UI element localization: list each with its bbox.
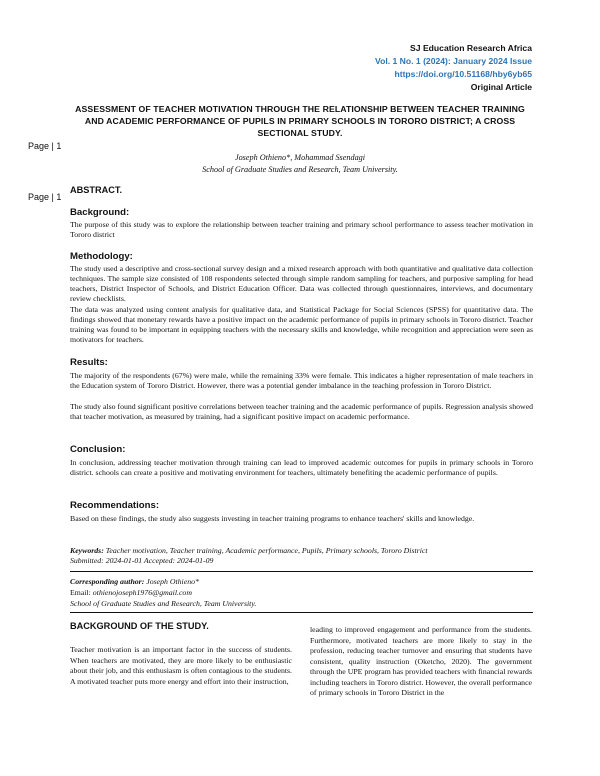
divider — [70, 612, 533, 613]
author-affiliation: School of Graduate Studies and Research, Team University. — [202, 165, 398, 174]
keywords-line — [70, 546, 428, 556]
corresponding-label: Corresponding author: — [70, 577, 145, 586]
journal-name: SJ Education Research Africa — [410, 43, 532, 53]
methodology-text-2: The data was analyzed using content analysis for qualitative data, and Statistical Package for Social Sciences (SPSS) for quantitative data. The findings showed that monetary rewards have a positive impact on the academic performance of pupils in primary schools in Tororo district. Teacher training was found to be important in equipping teachers with the necessary skills and knowledge, while recognition and appreciation were seen as motivators for teachers. — [70, 305, 533, 345]
email-label: Email: — [70, 588, 91, 597]
journal-header — [375, 42, 532, 94]
author-names: Joseph Othieno*, Mohammad Ssendagi — [234, 153, 366, 162]
corresponding-author-line — [70, 577, 199, 587]
corresponding-affiliation: School of Graduate Studies and Research, Team University. — [70, 599, 257, 608]
recommendations-text: Based on these findings, the study also suggests investing in teacher training programs to enhance teachers' skills and knowledge. — [70, 514, 475, 523]
results-text-2: The study also found significant positive correlations between teacher training and the academic performance of pupils. Regression analysis showed that teacher motivation, as measured by training, had a significant positive impact on academic performance. — [70, 402, 533, 422]
page-label: Page | 1 — [28, 192, 62, 202]
doi-link[interactable]: https://doi.org/10.51168/hby6yb65 — [394, 69, 532, 79]
results-text-1: The majority of the respondents (67%) were male, while the remaining 33% were female. This indicates a higher representation of male teachers in the Education system of Tororo District. However, there was a potential gender imbalance in the teaching profession in Tororo District. — [70, 371, 533, 391]
conclusion-heading: Conclusion: — [70, 444, 126, 455]
journal-volume: Vol. 1 No. 1 (2024): January 2024 Issue — [375, 56, 532, 66]
body-left-column: Teacher motivation is an important factor in the success of students. When teachers are motivated, they are more likely to be enthusiastic about their job, and this enthusiasm is often contagious to the students. A motivated teacher puts more energy and effort into their instruction, — [70, 645, 292, 686]
background-text: The purpose of this study was to explore the relationship between teacher training and primary school performance to assess teacher motivation in Tororo district — [70, 220, 533, 240]
abstract-heading: ABSTRACT. — [70, 185, 123, 195]
email-address[interactable]: othienojoseph1976@gmail.com — [92, 588, 192, 597]
corresponding-name: Joseph Othieno* — [146, 577, 199, 586]
submission-dates: Submitted: 2024-01-01 Accepted: 2024-01-09 — [70, 556, 214, 565]
page-label: Page | 1 — [28, 141, 62, 151]
section-heading-background: BACKGROUND OF THE STUDY. — [70, 621, 209, 631]
article-title: ASSESSMENT OF TEACHER MOTIVATION THROUGH THE RELATIONSHIP BETWEEN TEACHER TRAINING AND ACADEMIC PERFORMANCE OF PUPILS IN PRIMARY SCHOOLS IN TORORO DISTRICT; A CROSS SECTIONAL STUDY. — [75, 104, 525, 138]
email-line — [70, 588, 192, 598]
divider — [70, 571, 533, 572]
background-heading: Background: — [70, 207, 130, 218]
body-right-column: leading to improved engagement and performance from the students. Furthermore, motivated teachers are more likely to stay in the profession, reducing teacher turnover and ensuring that students have consistent, quality instruction (Oketcho, 2020). The government through the UPE program has provided teachers with financial rewards including teachers in Tororo district. However, the overall performance of primary schools in Tororo District in the — [310, 625, 532, 697]
article-type: Original Article — [470, 82, 532, 92]
conclusion-text: In conclusion, addressing teacher motivation through training can lead to improved academic outcomes for pupils in primary schools in Tororo district. schools can create a positive and motivating environment for teachers, ultimately benefiting the academic performance of pupils. — [70, 458, 533, 478]
recommendations-heading: Recommendations: — [70, 500, 160, 511]
keywords-label: Keywords: — [70, 546, 104, 555]
methodology-text-1: The study used a descriptive and cross-sectional survey design and a mixed research approach with both quantitative and qualitative data collection techniques. The sample size consisted of 108 respondents selected through simple random sampling for teachers, and purposive sampling for head teachers, District Inspector of Schools, and District Education Officer. Data was collected through questionnaires, interviews, and documentary review checklists. — [70, 264, 533, 304]
keywords-text: Teacher motivation, Teacher training, Academic performance, Pupils, Primary schools, Tororo District — [105, 546, 428, 555]
methodology-heading: Methodology: — [70, 251, 133, 262]
results-heading: Results: — [70, 357, 108, 368]
